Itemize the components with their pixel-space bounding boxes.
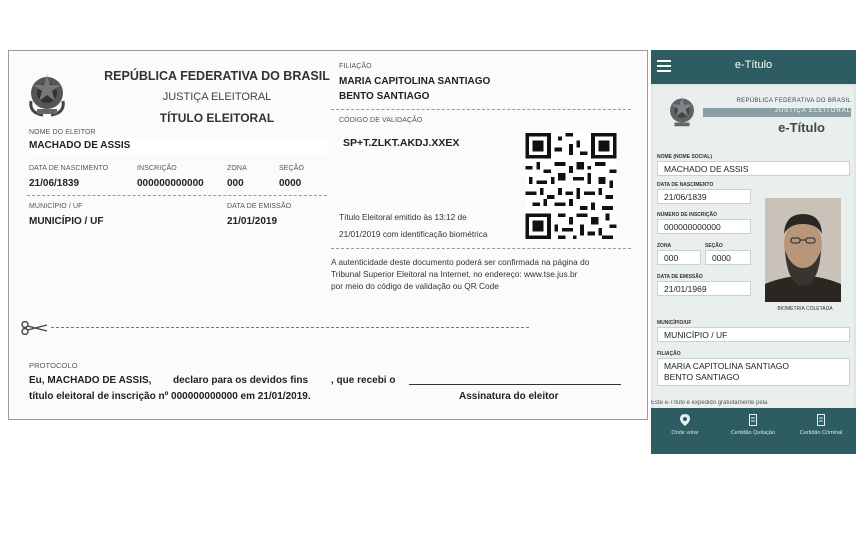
secao-label: SEÇÃO (279, 165, 305, 172)
emissao-value: 21/01/2019 (227, 216, 278, 227)
digital-voter-card (653, 86, 854, 408)
voter-photo (765, 198, 841, 302)
nav-certidao-criminal[interactable] (787, 414, 855, 436)
inscricao-value: 000000000000 (137, 178, 204, 189)
app-inscricao-label: NÚMERO DE INSCRIÇÃO (657, 212, 718, 218)
cut-line (51, 327, 529, 328)
bottom-nav (651, 408, 856, 454)
card-country: REPÚBLICA FEDERATIVA DO BRASIL (736, 98, 851, 104)
app-filiacao-label: FILIAÇÃO (657, 351, 681, 357)
zona-value: 000 (227, 178, 244, 189)
card-footer-strip: Este e-Título é expedido gratuitamente pela (651, 400, 768, 406)
coat-of-arms-icon (665, 94, 699, 130)
etitulo-app-screen (651, 50, 856, 454)
assinatura-label: Assinatura do eleitor (459, 391, 559, 402)
secao-value: 0000 (279, 178, 302, 189)
app-title: e-Título (734, 59, 773, 71)
court-name: JUSTIÇA ELEITORAL (162, 91, 272, 103)
nome-field (27, 138, 327, 154)
country-name: REPÚBLICA FEDERATIVA DO BRASIL (104, 69, 330, 83)
nome-value: MACHADO DE ASSIS (29, 140, 131, 151)
validacao-label: CÓDIGO DE VALIDAÇÃO (339, 117, 423, 124)
scissors-icon (21, 321, 51, 335)
app-filiacao-box (657, 358, 850, 386)
autenticidade-line-3: por meio do código de validação ou QR Code (331, 281, 499, 291)
location-pin-icon (680, 414, 690, 426)
document-icon (817, 414, 825, 426)
app-nome-label: NOME (NOME SOCIAL) (657, 154, 712, 160)
app-inscricao-value: 000000000000 (657, 219, 751, 234)
emissao-label: DATA DE EMISSÃO (227, 203, 292, 210)
filiacao-father: BENTO SANTIAGO (339, 91, 430, 102)
protocolo-label: PROTOCOLO (29, 361, 78, 370)
inscricao-label: INSCRIÇÃO (137, 165, 177, 172)
emitido-divider (331, 248, 631, 249)
nav-onde-votar-label: Onde votar (671, 430, 699, 436)
nome-label: NOME DO ELEITOR (29, 129, 96, 136)
document-icon (749, 414, 757, 426)
declaracao-name: Eu, MACHADO DE ASSIS, (29, 375, 152, 386)
paper-voter-title (8, 50, 648, 420)
filiacao-mother: MARIA CAPITOLINA SANTIAGO (339, 76, 491, 87)
app-filiacao-father: BENTO SANTIAGO (664, 372, 740, 382)
app-filiacao-mother: MARIA CAPITOLINA SANTIAGO (664, 361, 790, 371)
app-emissao-value: 21/01/1969 (657, 281, 751, 296)
app-nascimento-label: DATA DE NASCIMENTO (657, 182, 714, 188)
document-title: TÍTULO ELEITORAL (159, 111, 275, 125)
qr-code[interactable] (525, 133, 617, 239)
nav-onde-votar[interactable] (651, 414, 719, 436)
nascimento-label: DATA DE NASCIMENTO (29, 165, 109, 172)
nav-certidao-criminal-label: Certidão Criminal (799, 430, 843, 436)
declaracao-received: , que recebi o (331, 375, 396, 386)
app-municipio-label: MUNICÍPIO/UF (657, 320, 692, 326)
emitido-line-1: Título Eleitoral emitido às 13:12 de (339, 212, 467, 222)
card-brand: e-Título (778, 120, 825, 135)
municipio-label: MUNICÍPIO / UF (29, 203, 83, 210)
autenticidade-line-2: Tribunal Superior Eleitoral na Internet, no endereço: www.tse.jus.br (331, 269, 578, 279)
app-bar (651, 50, 856, 84)
biometria-label: BIOMETRIA COLETADA (777, 306, 833, 312)
app-municipio-value: MUNICÍPIO / UF (657, 327, 850, 342)
zona-label: ZONA (227, 165, 247, 172)
autenticidade-line-1: A autenticidade deste documento poderá ser confirmada na página do (331, 257, 590, 267)
municipio-value: MUNICÍPIO / UF (29, 216, 104, 227)
declaracao-line-2: título eleitoral de inscrição nº 000000000000 em 21/01/2019. (29, 391, 311, 402)
declaracao-purpose: declaro para os devidos fins (173, 375, 309, 386)
filiacao-divider (331, 109, 631, 110)
app-nome-value: MACHADO DE ASSIS (657, 161, 850, 176)
app-emissao-label: DATA DE EMISSÃO (657, 274, 703, 280)
autenticidade-text (331, 256, 635, 292)
nav-certidao-quitacao-label: Certidão Quitação (730, 430, 776, 436)
row-divider (27, 195, 327, 196)
app-secao-value: 0000 (705, 250, 751, 265)
validacao-code: SP+T.ZLKT.AKDJ.XXEX (343, 137, 460, 149)
nascimento-value: 21/06/1839 (29, 178, 80, 189)
app-zona-label: ZONA (657, 243, 672, 249)
card-court: JUSTIÇA ELEITORAL (703, 108, 851, 117)
coat-of-arms-icon (25, 71, 69, 119)
emitido-line-2: 21/01/2019 com identificação biométrica (339, 229, 488, 239)
signature-line (409, 384, 621, 385)
app-nascimento-value: 21/06/1839 (657, 189, 751, 204)
app-zona-value: 000 (657, 250, 701, 265)
nav-certidao-quitacao[interactable] (719, 414, 787, 436)
filiacao-label: FILIAÇÃO (339, 63, 372, 70)
app-secao-label: SEÇÃO (705, 243, 723, 249)
